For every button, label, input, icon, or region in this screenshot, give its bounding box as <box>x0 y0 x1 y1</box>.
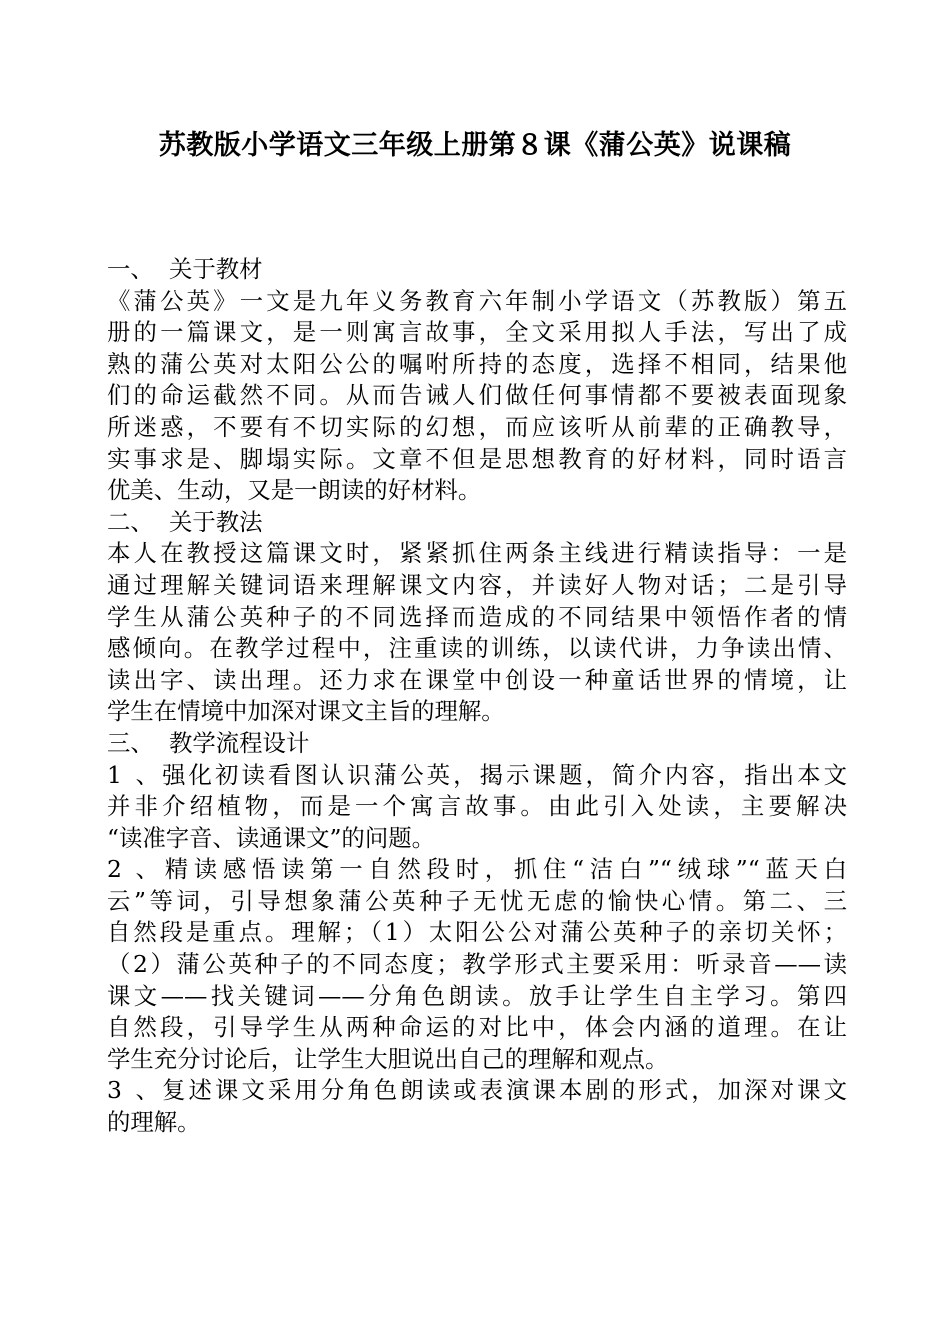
list-number: 3、 <box>107 1076 159 1105</box>
section-heading-process <box>107 728 847 760</box>
list-number: 2、 <box>107 855 159 884</box>
section-number: 二、 <box>107 507 154 536</box>
list-item-first-line <box>107 854 847 886</box>
list-item-text: 精读感悟读第一自然段时，抓住“洁白”“绒球”“蓝天白 <box>159 855 847 884</box>
section-number: 三、 <box>107 728 154 757</box>
section-number: 一、 <box>107 255 154 283</box>
paragraph-line: “读准字音、读通课文”的问题。 <box>107 823 435 852</box>
paragraph-line: 自然段是重点。理解；（1）太阳公公对蒲公英种子的亲切关怀； <box>107 918 847 947</box>
document-title: 苏教版小学语文三年级上册第８课《蒲公英》说课稿 <box>158 130 792 161</box>
paragraph-line: 本人在教授这篇课文时，紧紧抓住两条主线进行精读指导：一是 <box>107 539 847 568</box>
section-heading-text: 关于教法 <box>169 507 263 536</box>
paragraph-line: 们的命运截然不同。从而告诫人们做任何事情都不要被表面现象 <box>107 381 847 410</box>
list-item-text: 强化初读看图认识蒲公英，揭示课题，简介内容，指出本文 <box>159 760 847 789</box>
paragraph-line: 学生充分讨论后，让学生大胆说出自己的理解和观点。 <box>107 1044 669 1073</box>
list-number: 1、 <box>107 760 159 789</box>
paragraph-line: 感倾向。在教学过程中，注重读的训练，以读代讲，力争读出情、 <box>107 634 847 663</box>
section-heading-text: 教学流程设计 <box>169 728 310 757</box>
paragraph-line: 《蒲公英》一文是九年义务教育六年制小学语文（苏教版）第五 <box>107 286 847 315</box>
document-body <box>107 254 847 1139</box>
paragraph-line: 学生从蒲公英种子的不同选择而造成的不同结果中领悟作者的情 <box>107 602 847 631</box>
paragraph-line: 并非介绍植物，而是一个寓言故事。由此引入处读，主要解决 <box>107 792 847 821</box>
list-item-text: 复述课文采用分角色朗读或表演课本剧的形式，加深对课文 <box>159 1076 847 1105</box>
paragraph-line: 的理解。 <box>107 1108 201 1137</box>
paragraph-line: 所迷惑，不要有不切实际的幻想，而应该听从前辈的正确教导， <box>107 412 847 441</box>
paragraph-line: 学生在情境中加深对课文主旨的理解。 <box>107 697 505 726</box>
paragraph-line: 课文——找关键词——分角色朗读。放手让学生自主学习。第四 <box>107 981 847 1010</box>
paragraph-line: 云”等词，引导想象蒲公英种子无忧无虑的愉快心情。第二、三 <box>107 886 847 915</box>
paragraph-line: 自然段，引导学生从两种命运的对比中，体会内涵的道理。在让 <box>107 1013 847 1042</box>
section-heading-methods <box>107 507 847 539</box>
section-heading-text: 关于教材 <box>169 255 263 283</box>
list-item-first-line <box>107 760 847 792</box>
paragraph-line: 册的一篇课文，是一则寓言故事，全文采用拟人手法，写出了成 <box>107 318 847 347</box>
list-item-first-line <box>107 1075 847 1107</box>
paragraph-line: 熟的蒲公英对太阳公公的嘱咐所持的态度，选择不相同，结果他 <box>107 349 847 378</box>
paragraph-line: 优美、生动，又是一朗读的好材料。 <box>107 476 482 505</box>
paragraph-line: 通过理解关键词语来理解课文内容，并读好人物对话；二是引导 <box>107 570 847 599</box>
section-heading-materials <box>107 254 847 286</box>
paragraph-line: 读出字、读出理。还力求在课堂中创设一种童话世界的情境，让 <box>107 665 847 694</box>
paragraph-line: （2）蒲公英种子的不同态度；教学形式主要采用：听录音——读 <box>107 950 847 979</box>
paragraph-line: 实事求是、脚塌实际。文章不但是思想教育的好材料，同时语言 <box>107 444 847 473</box>
